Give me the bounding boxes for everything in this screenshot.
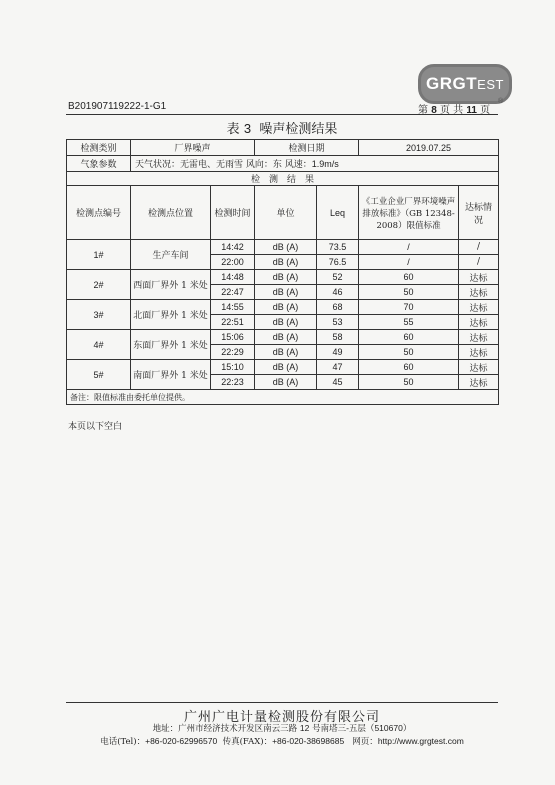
- table-row: [67, 300, 499, 315]
- date-label: 检测日期: [255, 140, 359, 156]
- col-location: 检测点位置: [131, 186, 211, 240]
- fax-number: +86-020-38698685: [272, 736, 345, 746]
- web-link[interactable]: http://www.grgtest.com: [377, 736, 464, 746]
- weather-value: 天气状况：无雷电、无雨雪 风向：东 风速：: [135, 160, 312, 170]
- measure-leq: 68: [317, 300, 359, 315]
- point-id: 4#: [67, 330, 131, 360]
- measure-limit: 55: [359, 315, 459, 330]
- measure-time: 14:55: [211, 300, 255, 315]
- point-location: 北面厂界外 1 米处: [131, 300, 211, 330]
- weather-row: [67, 156, 499, 172]
- point-location: 东面厂界外 1 米处: [131, 330, 211, 360]
- col-leq: Leq: [317, 186, 359, 240]
- measure-leq: 46: [317, 285, 359, 300]
- measure-time: 22:51: [211, 315, 255, 330]
- col-id: 检测点编号: [67, 186, 131, 240]
- measure-unit: dB (A): [255, 285, 317, 300]
- point-location: 南面厂界外 1 米处: [131, 360, 211, 390]
- table-label: 表: [226, 122, 240, 137]
- report-number: B201907119222-1-G1: [68, 101, 167, 112]
- results-label: 检 测 结 果: [67, 172, 499, 186]
- measure-status: 达标: [459, 345, 499, 360]
- measure-leq: 49: [317, 345, 359, 360]
- measure-limit: 60: [359, 360, 459, 375]
- category-value: 厂界噪声: [131, 140, 255, 156]
- point-location: 西面厂界外 1 米处: [131, 270, 211, 300]
- company-name: 广州广电计量检测股份有限公司: [183, 710, 380, 725]
- measure-leq: 58: [317, 330, 359, 345]
- column-header-row: [67, 186, 499, 240]
- measure-unit: dB (A): [255, 255, 317, 270]
- table-title: [66, 118, 498, 137]
- results-label-row: [67, 172, 499, 186]
- measure-status: /: [459, 240, 499, 255]
- note: 备注：限值标准由委托单位提供。: [67, 390, 499, 405]
- measure-limit: 50: [359, 345, 459, 360]
- fax-label: 传真(FAX)：: [222, 737, 273, 747]
- measure-leq: 52: [317, 270, 359, 285]
- table-number: 3: [243, 121, 252, 136]
- point-id: 3#: [67, 300, 131, 330]
- blank-below-note: 本页以下空白: [68, 422, 123, 432]
- measure-status: /: [459, 255, 499, 270]
- measure-leq: 76.5: [317, 255, 359, 270]
- date-value: 2019.07.25: [359, 140, 499, 156]
- measure-leq: 73.5: [317, 240, 359, 255]
- measure-limit: 70: [359, 300, 459, 315]
- address-rest: 号南塔三-五层（: [312, 724, 375, 734]
- measure-limit: 50: [359, 375, 459, 390]
- tel-number: +86-020-62996570: [145, 736, 218, 746]
- table-row: [67, 360, 499, 375]
- point-id: 5#: [67, 360, 131, 390]
- point-location: 生产车间: [131, 240, 211, 270]
- measure-time: 22:29: [211, 345, 255, 360]
- page-mid: 页 共: [439, 105, 464, 116]
- measure-limit: 60: [359, 330, 459, 345]
- postcode: 510670: [374, 723, 403, 733]
- points-body: [67, 240, 499, 390]
- page-total: 11: [466, 105, 477, 116]
- measure-status: 达标: [459, 375, 499, 390]
- point-id: 1#: [67, 240, 131, 270]
- measure-status: 达标: [459, 330, 499, 345]
- measure-time: 15:06: [211, 330, 255, 345]
- weather-cell: [131, 156, 499, 172]
- measure-time: 14:42: [211, 240, 255, 255]
- measure-status: 达标: [459, 360, 499, 375]
- address-number: 12: [299, 723, 310, 733]
- measure-status: 达标: [459, 270, 499, 285]
- table-row: [67, 330, 499, 345]
- col-status: 达标情况: [459, 186, 499, 240]
- measure-limit: 50: [359, 285, 459, 300]
- measure-status: 达标: [459, 285, 499, 300]
- measure-unit: dB (A): [255, 330, 317, 345]
- measure-unit: dB (A): [255, 360, 317, 375]
- footer-rule: [66, 702, 498, 703]
- header-rule: [66, 114, 498, 115]
- measure-status: 达标: [459, 315, 499, 330]
- measure-leq: 45: [317, 375, 359, 390]
- col-standard: 《工业企业厂界环境噪声排放标准》（GB 12348-2008）限值标准: [359, 186, 459, 240]
- category-label: 检测类别: [67, 140, 131, 156]
- category-row: [67, 140, 499, 156]
- page-suffix: 页: [480, 105, 491, 116]
- wind-speed: 1.9m/s: [311, 159, 339, 169]
- col-time: 检测时间: [211, 186, 255, 240]
- weather-label: 气象参数: [67, 156, 131, 172]
- point-id: 2#: [67, 270, 131, 300]
- measure-unit: dB (A): [255, 270, 317, 285]
- measure-time: 14:48: [211, 270, 255, 285]
- measure-unit: dB (A): [255, 375, 317, 390]
- measure-limit: 60: [359, 270, 459, 285]
- noise-results-table: [66, 139, 499, 405]
- measure-unit: dB (A): [255, 300, 317, 315]
- table-row: [67, 270, 499, 285]
- measure-unit: dB (A): [255, 345, 317, 360]
- table-title-text: 噪声检测结果: [259, 122, 338, 137]
- company-contact: [66, 735, 498, 747]
- table-row: [67, 240, 499, 255]
- measure-time: 15:10: [211, 360, 255, 375]
- logo-text: GRGT: [426, 74, 478, 93]
- company-address: [66, 722, 498, 734]
- measure-leq: 53: [317, 315, 359, 330]
- tel-label: 电话(Tel)：: [100, 737, 146, 747]
- page-prefix: 第: [418, 105, 428, 116]
- col-unit: 单位: [255, 186, 317, 240]
- logo-suffix: EST: [477, 77, 504, 92]
- measure-status: 达标: [459, 300, 499, 315]
- measure-time: 22:23: [211, 375, 255, 390]
- measure-unit: dB (A): [255, 240, 317, 255]
- web-label: 网页：: [352, 737, 378, 747]
- note-row: [67, 390, 499, 405]
- measure-limit: /: [359, 240, 459, 255]
- measure-time: 22:47: [211, 285, 255, 300]
- measure-limit: /: [359, 255, 459, 270]
- address-end: ）: [402, 724, 412, 734]
- page-current: 8: [431, 105, 437, 116]
- measure-time: 22:00: [211, 255, 255, 270]
- address-label: 地址：广州市经济技术开发区南云三路: [152, 724, 298, 734]
- registered-mark: ®: [498, 98, 504, 105]
- measure-leq: 47: [317, 360, 359, 375]
- measure-unit: dB (A): [255, 315, 317, 330]
